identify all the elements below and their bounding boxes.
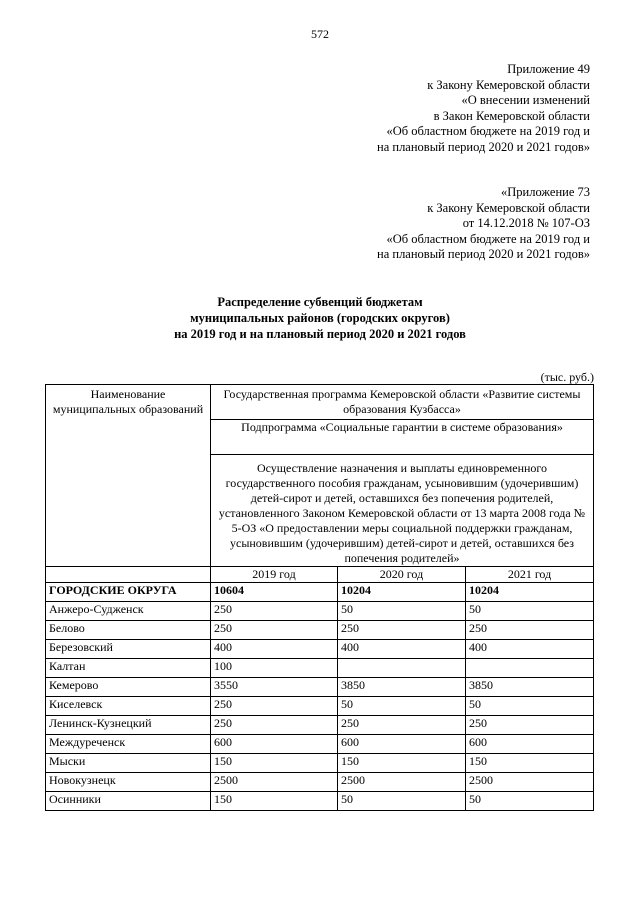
value-2021: 3850 xyxy=(466,678,594,697)
annex-line: «Приложение 73 xyxy=(501,185,590,199)
value-2019: 150 xyxy=(211,792,338,811)
years-row xyxy=(46,567,594,583)
annex-line: на плановый период 2020 и 2021 годов» xyxy=(377,139,590,154)
value-2020: 50 xyxy=(338,792,466,811)
value-2020: 50 xyxy=(338,602,466,621)
value-2020: 400 xyxy=(338,640,466,659)
annex-line: в Закон Кемеровской области xyxy=(433,108,590,123)
annex-line: Приложение 49 xyxy=(507,62,590,76)
value-2021: 600 xyxy=(466,735,594,754)
value-2021: 10204 xyxy=(466,583,594,602)
value-2020: 10204 xyxy=(338,583,466,602)
annex-line: на плановый период 2020 и 2021 годов» xyxy=(377,247,590,262)
row-name: Новокузнецк xyxy=(46,773,211,792)
title-line: Распределение субвенций бюджетам xyxy=(217,295,423,309)
title-line: муниципальных районов (городских округов) xyxy=(190,310,450,325)
value-2021: 50 xyxy=(466,697,594,716)
program-header: Государственная программа Кемеровской области «Развитие системы образования Кузбасса» xyxy=(211,385,594,420)
annex-49-block xyxy=(377,62,590,156)
value-2021: 50 xyxy=(466,792,594,811)
row-name: Междуреченск xyxy=(46,735,211,754)
row-name: Мыски xyxy=(46,754,211,773)
total-row xyxy=(46,583,594,602)
value-2021: 150 xyxy=(466,754,594,773)
document-title xyxy=(0,295,640,342)
measure-header: Осуществление назначения и выплаты единовременного государственного пособия гражданам, усыновившим (удочерившим) детей-сирот и детей, оставшихся без попечения родителей, установленного Законом Кемеровской области от 13 марта 2008 года № 5-ОЗ «О предоставлении меры социальной поддержки гражданам, усыновившим (удочерившим) детей-сирот и детей, оставшихся без попечения родителей» xyxy=(211,455,594,567)
annex-line: от 14.12.2018 № 107-ОЗ xyxy=(462,216,590,231)
annex-line: «О внесении изменений xyxy=(461,93,590,108)
table-row xyxy=(46,716,594,735)
value-2021: 250 xyxy=(466,716,594,735)
annex-line: к Закону Кемеровской области xyxy=(427,200,590,215)
table-row xyxy=(46,621,594,640)
value-2019: 3550 xyxy=(211,678,338,697)
value-2019: 2500 xyxy=(211,773,338,792)
row-name: Осинники xyxy=(46,792,211,811)
value-2021: 50 xyxy=(466,602,594,621)
row-name: Киселевск xyxy=(46,697,211,716)
value-2020 xyxy=(338,659,466,678)
row-name: Ленинск-Кузнецкий xyxy=(46,716,211,735)
value-2021: 2500 xyxy=(466,773,594,792)
units-label: (тыс. руб.) xyxy=(540,370,594,384)
value-2020: 600 xyxy=(338,735,466,754)
table-row xyxy=(46,697,594,716)
table-row xyxy=(46,640,594,659)
row-name: Кемерово xyxy=(46,678,211,697)
value-2019: 600 xyxy=(211,735,338,754)
year-header: 2019 год xyxy=(211,567,338,583)
header-row xyxy=(46,385,594,420)
value-2021 xyxy=(466,659,594,678)
table-row xyxy=(46,602,594,621)
page-number: 572 xyxy=(311,27,329,41)
value-2019: 250 xyxy=(211,697,338,716)
annex-line: «Об областном бюджете на 2019 год и xyxy=(386,124,590,139)
value-2020: 50 xyxy=(338,697,466,716)
annex-line: к Закону Кемеровской области xyxy=(427,77,590,92)
value-2019: 100 xyxy=(211,659,338,678)
value-2019: 250 xyxy=(211,716,338,735)
value-2019: 10604 xyxy=(211,583,338,602)
row-name: Анжеро-Судженск xyxy=(46,602,211,621)
table-row xyxy=(46,659,594,678)
row-name: ГОРОДСКИЕ ОКРУГА xyxy=(46,583,211,602)
value-2021: 250 xyxy=(466,621,594,640)
value-2021: 400 xyxy=(466,640,594,659)
year-header: 2020 год xyxy=(338,567,466,583)
title-line: на 2019 год и на плановый период 2020 и 2021 годов xyxy=(174,326,466,341)
value-2019: 400 xyxy=(211,640,338,659)
table-row xyxy=(46,773,594,792)
year-header: 2021 год xyxy=(466,567,594,583)
value-2020: 250 xyxy=(338,621,466,640)
value-2020: 150 xyxy=(338,754,466,773)
value-2020: 250 xyxy=(338,716,466,735)
subprogram-header: Подпрограмма «Социальные гарантии в системе образования» xyxy=(211,420,594,455)
value-2020: 3850 xyxy=(338,678,466,697)
annex-line: «Об областном бюджете на 2019 год и xyxy=(386,231,590,246)
table-row xyxy=(46,792,594,811)
value-2019: 250 xyxy=(211,602,338,621)
value-2019: 150 xyxy=(211,754,338,773)
table-row xyxy=(46,735,594,754)
row-name: Березовский xyxy=(46,640,211,659)
row-name: Белово xyxy=(46,621,211,640)
name-column-header: Наименование муниципальных образований xyxy=(46,385,211,567)
value-2019: 250 xyxy=(211,621,338,640)
value-2020: 2500 xyxy=(338,773,466,792)
years-row-blank xyxy=(46,567,211,583)
subvention-table xyxy=(45,384,594,811)
row-name: Калтан xyxy=(46,659,211,678)
table-row xyxy=(46,678,594,697)
table-row xyxy=(46,754,594,773)
annex-73-block xyxy=(377,185,590,263)
